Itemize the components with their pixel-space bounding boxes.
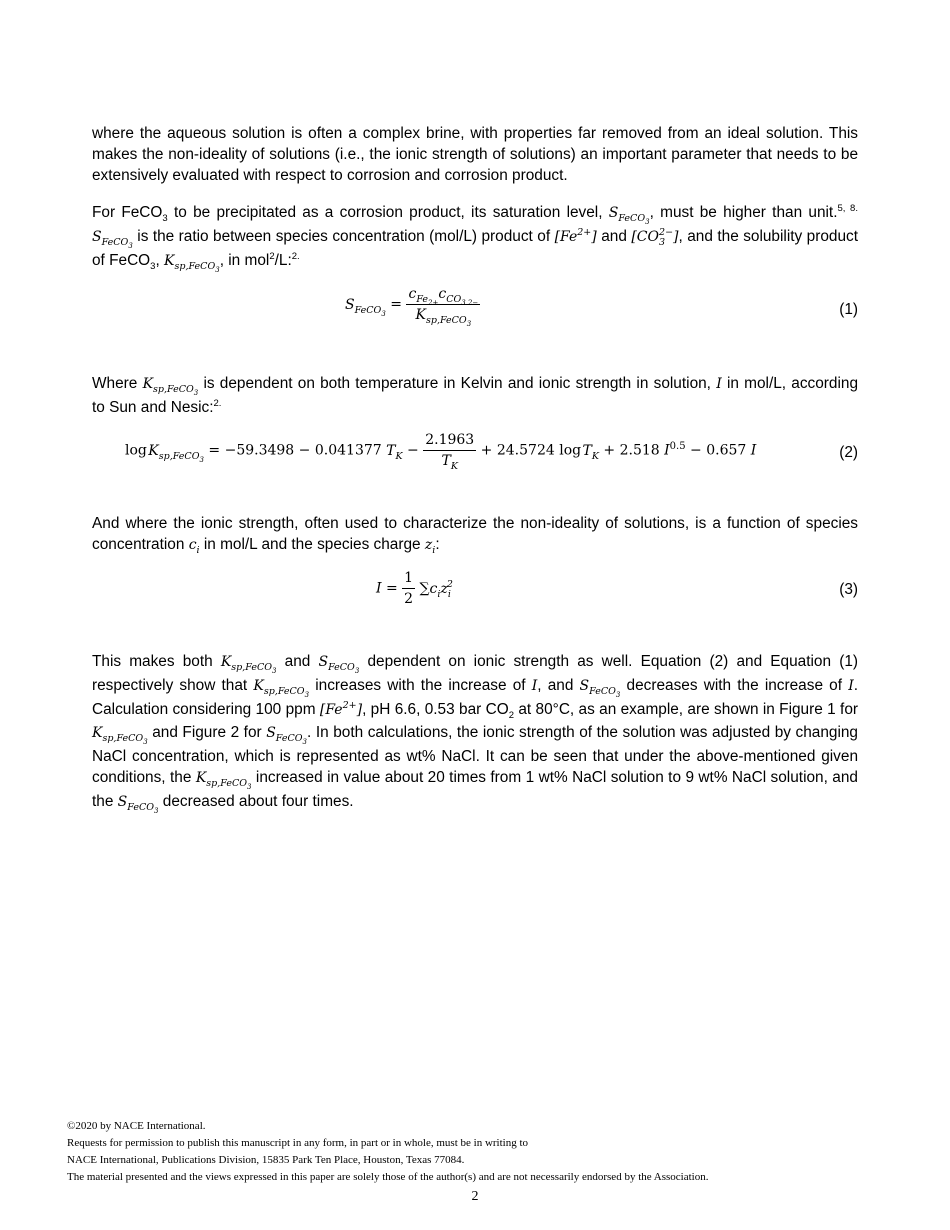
equation-3: I = $\frac{1}{2}$ $\sum c_iz_i^2$ (3) <box>376 570 858 607</box>
paragraph-ionic-strength: And where the ionic strength, often used to characterize the non-ideality of solutions, is a function of species concentration $c_i$ in mol/L and the species charge $z_i$: <box>92 515 858 556</box>
page-number: 2 <box>471 1189 479 1204</box>
footer-disclaimer: The material presented and the views expressed in this paper are solely those of the author(s) and are not necessarily endorsed by the Association. <box>67 1171 709 1183</box>
equation-1-fraction: $\frac{c_{Fe_{2+}}c_{CO_{3 2-}}}{K_{sp,FeCO_3}}$ <box>408 286 479 328</box>
equation-2-number: (2) <box>839 444 858 461</box>
equation-1-number: (1) <box>839 301 858 318</box>
footer-notice <box>67 1118 708 1186</box>
paragraph-ksp-dependence: Where $K_{sp,FeCO_3}$ is dependent on both temperature in Kelvin and ionic strength in solution, I in mol/L, according to Sun and Nesic:$^{2.}$ <box>92 375 859 416</box>
footer-permission: Requests for permission to publish this manuscript in any form, in part or in whole, must be in writing to <box>67 1137 529 1149</box>
equation-1: $S_{FeCO_3}$ = $\frac{c_{Fe_{2+}}c_{CO_{3 2-}}}{K_{sp,FeCO_3}}$ (1) <box>345 286 858 328</box>
equation-2: log $K_{sp,FeCO_3} = -59.3498 - 0.041377$ $T_K$ − $\frac{2.1963}{T_K}$ + 24.5724 log $T_K + 2.518$ $I^{0.5} - 0.657$ I (2) <box>125 432 858 472</box>
paragraph-saturation: For FeCO$_3$ to be precipitated as a corrosion product, its saturation level, $S_{FeCO_3}$, must be higher than unit.$^{5, 8.}$ $S_{FeCO_3}$ is the ratio between species concentration (mol/L) product of $[Fe^{2+}]$ and $[CO_3^{2-}]$, and the solubility product of FeCO$_3$, $K_{sp,FeCO_3}$, in mol$^2$/L:$^{2.}$ <box>92 203 859 274</box>
paragraph-calculation: This makes both $K_{sp,FeCO_3}$ and $S_{FeCO_3}$ dependent on ionic strength as well. Equation (2) and Equation (1) respectively show that $K_{sp,FeCO_3}$ increases with the increase of I, and $S_{FeCO_3}$ decreases with the increase of I. Calculation considering 100 ppm $[Fe^{2+}]$, pH 6.6, 0.53 bar $CO_2$ at 80°C, as an example, are shown in Figure 1 for $K_{sp,FeCO_3}$ and Figure 2 for $S_{FeCO_3}$. In both calculations, the ionic strength of the solution was adjusted by changing NaCl concentration, which is represented as wt% NaCl. It can be seen that under the above-mentioned given conditions, the $K_{sp,FeCO_3}$ increased in value about 20 times from 1 wt% NaCl solution to 9 wt% NaCl solution, and the $S_{FeCO_3}$ decreased about four times. <box>92 653 859 815</box>
footer-copyright: ©2020 by NACE International. <box>67 1120 206 1132</box>
footer-address: NACE International, Publications Division, 15835 Park Ten Place, Houston, Texas 77084. <box>67 1154 465 1166</box>
paragraph-intro: where the aqueous solution is often a complex brine, with properties far removed from an ideal solution. This makes the non-ideality of solutions (i.e., the ionic strength of solutions) an important parameter that needs to be extensively evaluated with respect to corrosion and corrosion product. <box>92 125 858 184</box>
equation-3-number: (3) <box>839 581 858 598</box>
